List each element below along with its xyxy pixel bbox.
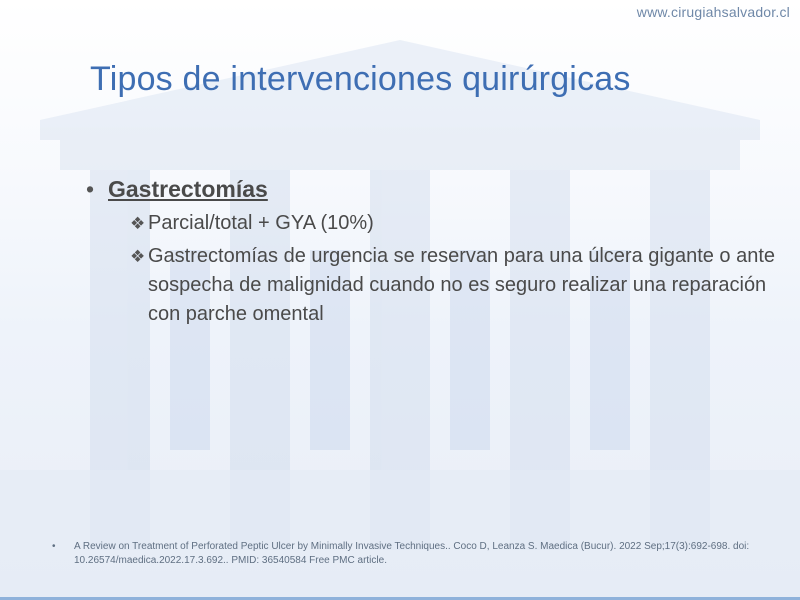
reference-bullet-icon: • — [52, 541, 56, 552]
sub-bullet-text: Gastrectomías de urgencia se reservan para una úlcera gigante o ante sospecha de malignidad cuando no es seguro realizar una reparación con parche omental — [148, 245, 776, 325]
slide-content — [86, 176, 776, 333]
bullet-heading: Gastrectomías — [108, 176, 268, 202]
sub-bullet-text: Parcial/total + GYA (10%) — [148, 212, 374, 234]
bullet-icon: • — [86, 176, 95, 202]
website-url: www.cirugiahsalvador.cl — [636, 4, 790, 20]
reference-text: A Review on Treatment of Perforated Peptic Ulcer by Minimally Invasive Techniques.. Coco D, Leanza S. Maedica (Bucur). 2022 Sep;17(3):692-698. doi: 10.26574/maedica.2022.17.3.692.. PMID: 36540584 Free PMC article. — [74, 541, 750, 566]
sub-bullet-item — [130, 242, 776, 329]
diamond-bullet-icon: ❖ — [130, 214, 146, 233]
sub-bullet-item — [130, 209, 776, 238]
diamond-bullet-icon: ❖ — [130, 247, 146, 266]
sub-bullet-list — [130, 209, 776, 329]
reference-citation — [52, 540, 772, 568]
slide-title: Tipos de intervenciones quirúrgicas — [90, 60, 631, 98]
bullet-gastrectomias — [86, 176, 776, 203]
